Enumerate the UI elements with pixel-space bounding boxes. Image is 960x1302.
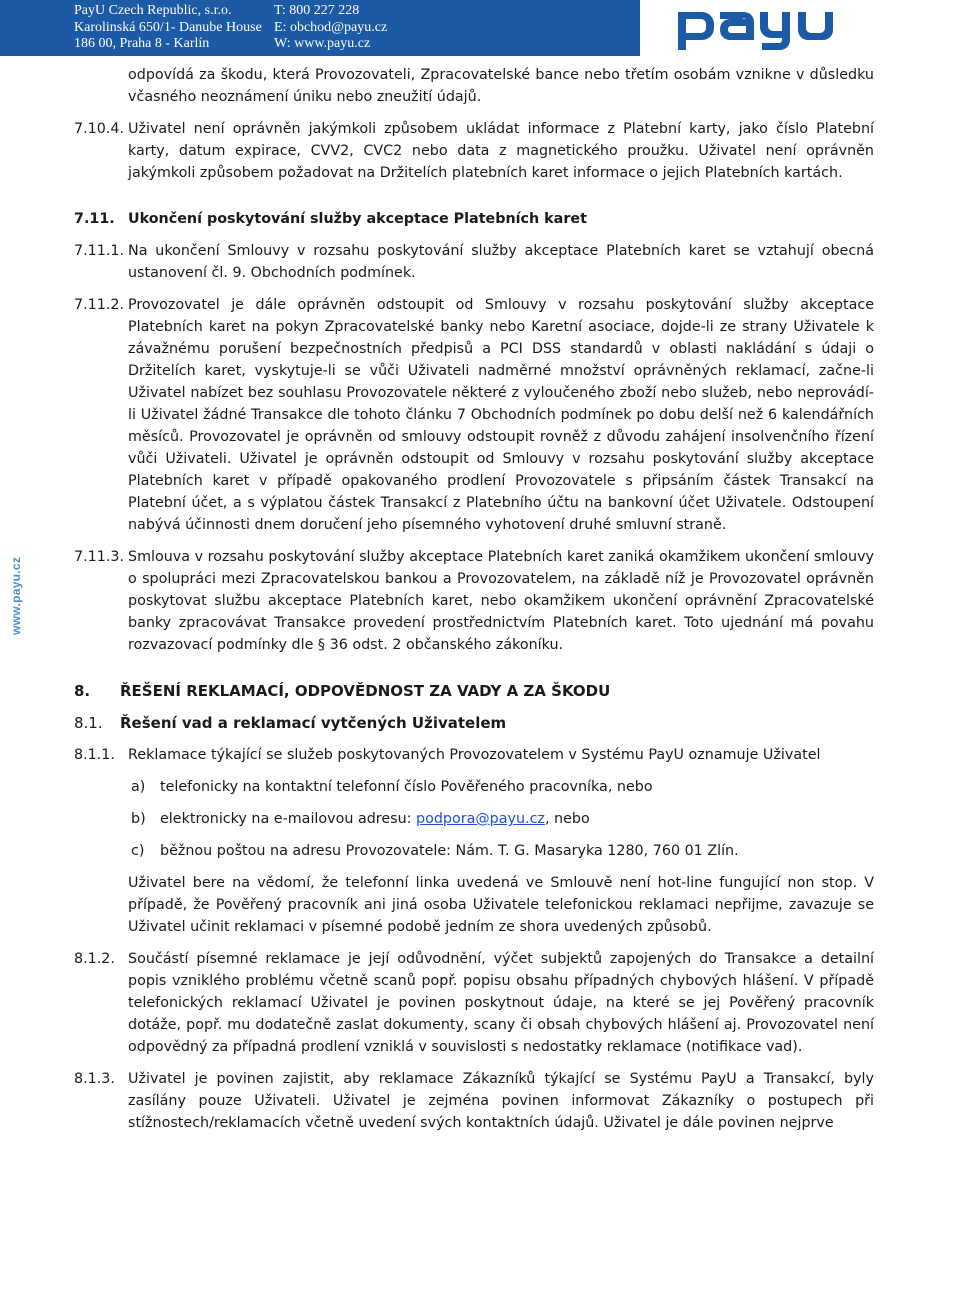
clause-7-11-3 [74,546,874,656]
section-7-11-heading [74,208,874,230]
section-title: Řešení vad a reklamací vytčených Uživatelem [120,714,507,732]
email-key: E: [274,19,287,35]
clause-number: 8.1.1. [74,747,115,763]
contact-email [274,20,387,37]
list-label: b) [131,811,146,827]
clause-text: Na ukončení Smlouvy v rozsahu poskytování služby akceptace Platebních karet se vztahují obecná ustanovení čl. 9. Obchodních podmínek. [128,243,874,281]
section-title: Ukončení poskytování služby akceptace Platebních karet [128,211,587,227]
clause-number: 8.1.2. [74,951,115,967]
contact-web [274,36,387,53]
document-body [74,64,874,1134]
phone-value: 800 227 228 [289,3,360,18]
section-title: ŘEŠENÍ REKLAMACÍ, ODPOVĚDNOST ZA VADY A ZA ŠKODU [120,682,611,700]
clause-7-11-2 [74,294,874,536]
list-item [74,776,874,798]
clause-8-1-1-note: Uživatel bere na vědomí, že telefonní linka uvedená ve Smlouvě není hot-line fungující non stop. V případě, že Pověřený pracovník ani jiná osoba Uživatele telefonickou reklamaci nepřijme, zavazuje se Uživatel učinit reklamaci v písemné podobě jedním ze shora uvedených způsobů. [128,875,874,935]
section-number: 8.1. [74,714,103,732]
header-contact-band [0,0,640,56]
clause-8-1-3 [74,1068,874,1134]
contact-phone [274,3,387,20]
clause-number: 7.11.2. [74,297,125,313]
list-item [74,808,874,830]
email-value[interactable]: obchod@payu.cz [289,19,388,35]
clause-number: 7.11.3. [74,549,125,565]
page-header [0,0,960,56]
clause-text: Smlouva v rozsahu poskytování služby akceptace Platebních karet zaniká okamžikem ukončení smlouvy o spolupráci mezi Zpracovatelskou bankou a Provozovatelem, na základě níž je Provozovatel oprávněn poskytovat službu akceptace Platebních karet, nebo okamžikem ukončení oprávnění Zpracovatelské banky zpracovávat Transakce provedení prostřednictvím Platebních karet. Toto ujednání má povahu rozvazovací podmínky dle § 36 odst. 2 občanského zákoníku. [128,549,874,653]
clause-7-11-1 [74,240,874,284]
company-street: Karolinská 650/1- Danube House [74,19,262,35]
list-text: elektronicky na e-mailovou adresu: [160,811,417,827]
list-text: telefonicky na kontaktní telefonní číslo Pověřeného pracovníka, nebo [160,779,653,795]
clause-text: Součástí písemné reklamace je její odůvodnění, výčet subjektů zapojených do Transakce a detailní popis vzniklého problému včetně scanů popř. popisu obsahu případných chybových hlášení. V případě telefonických reklamací Uživatel je povinen poskytnout údaje, na které se jej Pověřený pracovník dotáže, popř. mu dodatečně zaslat dokumenty, scany či obsah chybových hlášení aj. Provozovatel není odpovědný za případná prodlení vzniklá v souvislosti s nedostatky reklamace (notifikace vad). [128,951,874,1055]
list-text: běžnou poštou na adresu Provozovatele: Nám. T. G. Masaryka 1280, 760 01 Zlín. [160,843,739,859]
list-item [74,840,874,862]
section-8-1-heading [74,712,874,734]
clause-text: Provozovatel je dále oprávněn odstoupit od Smlouvy v rozsahu poskytování služby akceptace Platebních karet na pokyn Zpracovatelské banky nebo Karetní asociace, dojde-li ze strany Uživatele k závažnému porušení bezpečnostních předpisů a PCI DSS standardů v oblasti nakládání s údaji o Držitelích karet, vyskytuje-li se vůči Uživateli nadměrné množství oprávněných reklamací, začne-li Uživatel nabízet bez souhlasu Provozovatele některé z vyloučeného zboží nebo služeb, nebo neprovádí-li Uživatel žádné Transakce dle tohoto článku 7 Obchodních podmínek po dobu delší než 6 kalendářních měsíců. Provozovatel je oprávněn od smlouvy odstoupit rovněž z důvodu zahájení insolvenčního řízení vůči Uživateli. Uživatel je oprávněn odstoupit od Smlouvy v rozsahu poskytování služby akceptace Platebních karet v případě opakovaného prodlení Provozovatele s připsáním částek Transakcí na Platební účet, a s výplatou částek Transakcí z Platebního účtu na bankovní účet Uživatele. Odstoupení nabývá účinnosti dnem doručení jeho písemného vyhotovení druhé smluvní straně. [128,297,874,533]
list-label: a) [131,779,146,795]
clause-text: Uživatel je povinen zajistit, aby reklamace Zákazníků týkající se Systému PayU a Transakcí, byly zasílány pouze Uživateli. Uživatel je zejména povinen informovat Zákazníky o postupech při stížnostech/reklamacích včetně uvedení svých kontaktních údajů. Uživatel je dále povinen nejprve [128,1071,874,1131]
list-text-after: , nebo [544,811,590,827]
payu-logo [676,6,846,50]
clause-8-1-2 [74,948,874,1058]
support-email-link[interactable]: podpora@payu.cz [416,811,545,827]
web-value[interactable]: www.payu.cz [294,36,371,51]
web-key: W: [274,36,291,51]
clause-text: Reklamace týkající se služeb poskytovaných Provozovatelem v Systému PayU oznamuje Uživatel [128,747,821,763]
company-city: 186 00, Praha 8 - Karlín [74,36,210,51]
company-contact [274,3,387,53]
phone-key: T: [274,3,286,18]
clause-number: 7.10.4. [74,121,125,137]
side-url-watermark: www.payu.cz [9,556,23,635]
section-number: 8. [74,682,91,700]
clause-8-1-1 [74,744,874,766]
section-number: 7.11. [74,211,115,227]
clause-7-10-4 [74,118,874,184]
clause-text: Uživatel není oprávněn jakýmkoli způsobem ukládat informace z Platební karty, jako číslo Platební karty, datum expirace, CVV2, CVC2 nebo data z magnetického proužku. Uživatel není oprávněn jakýmkoli způsobem požadovat na Držitelích platebních karet informace o jejich Platebních kartách. [128,121,874,181]
company-address [74,3,262,53]
paragraph-continuation: odpovídá za škodu, která Provozovateli, Zpracovatelské bance nebo třetím osobám vznikne v důsledku včasného neoznámení úniku nebo zneužití údajů. [128,67,874,105]
list-label: c) [131,843,145,859]
clause-number: 8.1.3. [74,1071,115,1087]
company-name: PayU Czech Republic, s.r.o. [74,3,232,18]
clause-number: 7.11.1. [74,243,125,259]
section-8-heading [74,680,874,702]
